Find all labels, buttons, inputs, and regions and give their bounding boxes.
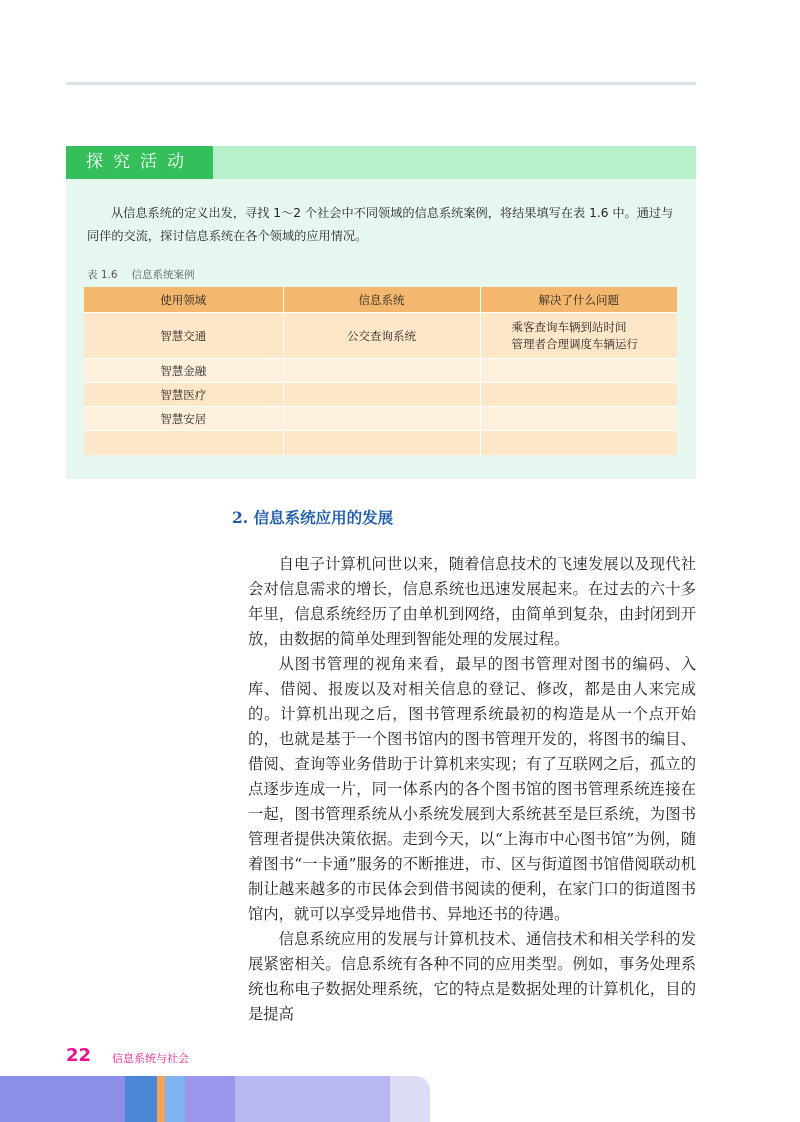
table-cell: 智慧交通 (84, 313, 283, 359)
table-row (84, 383, 677, 407)
footer-band (157, 1076, 165, 1122)
footer-band (125, 1076, 157, 1122)
table-header-cell: 使用领域 (84, 287, 283, 313)
cases-table (84, 287, 677, 455)
section-title: 2. 信息系统应用的发展 (232, 508, 394, 527)
table-cell (283, 383, 480, 407)
body-text (248, 552, 696, 1027)
running-head: 信息系统与社会 (112, 1052, 189, 1065)
table-cell: 智慧安居 (84, 407, 283, 431)
footer-band (0, 1076, 125, 1122)
paragraph: 自电子计算机问世以来，随着信息技术的飞速发展以及现代社会对信息需求的增长，信息系统也迅速发展起来。在过去的六十多年里，信息系统经历了由单机到网络，由简单到复杂，由封闭到开放，由数据的简单处理到智能处理的发展过程。 (248, 555, 696, 648)
footer-band (165, 1076, 185, 1122)
table-row (84, 313, 677, 359)
footer-band (185, 1076, 235, 1122)
table-caption (87, 267, 195, 282)
table-cell (283, 359, 480, 383)
paragraph: 信息系统应用的发展与计算机技术、通信技术和相关学科的发展紧密相关。信息系统有各种不同的应用类型。例如，事务处理系统也称电子数据处理系统，它的特点是数据处理的计算机化，目的是提高 (248, 930, 696, 1023)
table-cell (480, 407, 677, 431)
table-row (84, 431, 677, 455)
table-cell: 公交查询系统 (283, 313, 480, 359)
table-number: 表 1.6 (87, 269, 118, 281)
table-cell (480, 383, 677, 407)
activity-box (66, 146, 696, 479)
table-header-row (84, 287, 677, 313)
paragraph: 从图书管理的视角来看，最早的图书管理对图书的编码、入库、借阅、报废以及对相关信息的登记、修改，都是由人来完成的。计算机出现之后，图书管理系统最初的构造是从一个点开始的，也就是基于一个图书馆内的图书管理开发的，将图书的编目、借阅、查询等业务借助于计算机来实现；有了互联网之后，孤立的点逐步连成一片，同一体系内的各个图书馆的图书管理系统连接在一起，图书管理系统从小系统发展到大系统甚至是巨系统，为图书管理者提供决策依据。走到今天，以“上海市中心图书馆”为例，随着图书“一卡通”服务的不断推进，市、区与街道图书馆借阅联动机制让越来越多的市民体会到借书阅读的便利，在家门口的街道图书馆内，就可以享受异地借书、异地还书的待遇。 (248, 655, 696, 923)
table-header-cell: 信息系统 (283, 287, 480, 313)
activity-header-bar (66, 146, 696, 179)
activity-title: 探究活动 (66, 146, 213, 179)
top-rule (66, 82, 696, 85)
table-cell: 智慧医疗 (84, 383, 283, 407)
table-cell (480, 313, 677, 359)
footer-band (235, 1076, 390, 1122)
table-cell (84, 431, 283, 455)
footer-decoration (0, 1076, 800, 1122)
table-row (84, 407, 677, 431)
activity-instructions: 从信息系统的定义出发，寻找 1～2 个社会中不同领域的信息系统案例，将结果填写在表 1.6 中。通过与同伴的交流，探讨信息系统在各个领域的应用情况。 (87, 206, 674, 243)
table-title: 信息系统案例 (131, 269, 195, 281)
table-cell-text: 乘客查询车辆到站时间 管理者合理调度车辆运行 (511, 319, 638, 351)
table-cell: 智慧金融 (84, 359, 283, 383)
table-cell (283, 431, 480, 455)
table-cell (283, 407, 480, 431)
page-number: 22 (66, 1045, 92, 1066)
table-header-cell: 解决了什么问题 (480, 287, 677, 313)
table-row (84, 359, 677, 383)
table-cell (480, 431, 677, 455)
table-cell (480, 359, 677, 383)
